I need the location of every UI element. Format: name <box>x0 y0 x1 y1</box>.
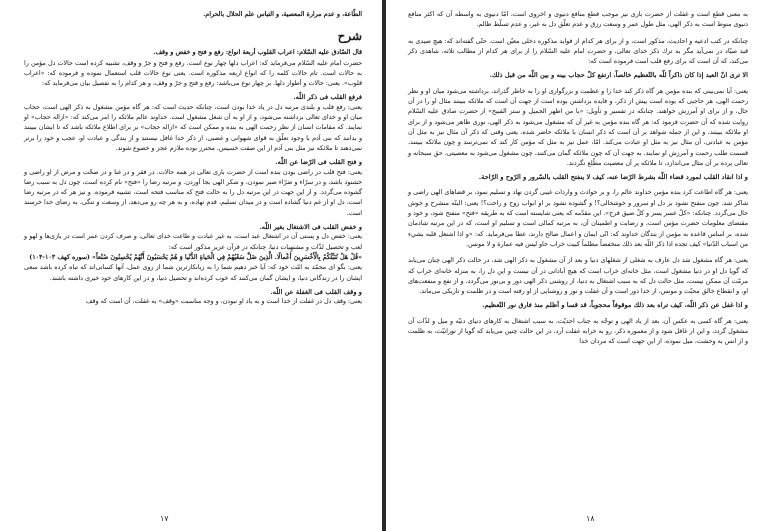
left-paragraph-5: يعنى: بگو اى محمّد به امّت خود كه: آيا خبر دهيم شما را به زيانكارترين شما از روى عمل، آنها كسانى‌اند كه تباه كرده باشد سعى ايشان را در زندگانى دنيا، و ايشان گمان مى‌كنند كه خوب كرده‌اند و تحصيل دنيا، و در اين كارهاى خود خيرى داشته باشند. <box>24 264 362 282</box>
right-paragraph-4: يعنى: هر گاه اطاعت كرد بنده مؤمن خداوند عالم را، و بر حوادث و واردات غيبى گردن نهاد و تسليم نمود، بر قضاهاى الهى راضى و شاكر شد. چون منفتح نشود بر دل او سرور و خوشحالى؟! و گشوده نشود بر او ابواب روح و راحت؟! يعنى: البتّه منشرح و خوش حال مى‌گردد. چنانكه: «كلّ عسر يسر و كلّ ضيق فرج». اين مقدّمه كه يعنى شايسته است كه به طريقه «فتح» منفتح شود، و خود و مقتضاى معلومات حضرت مؤمن است، و رضايت و اطمينان آن، به مرتبه كمالى است و تسليم او است، كه در اين مرتبه شادمان شده، بر اساس قاعده به مؤمن از بندگان خداوند كه: انّى ايمان و اعمال صالح دارند، عطا مى‌فرمايد. كه: «و اذا اشتغل قلبه بشيء من اسباب الدّنيا» كيف تجده اذا ذكر اللّه بعد ذلك منخفضاً مظلماً كبيت خراب خاو ليس فيه عمارة و لا مونس. <box>408 189 748 248</box>
left-quote-raf: فرفع القلب فى ذكر اللّه. <box>293 93 362 102</box>
left-page <box>0 0 383 531</box>
right-page <box>386 0 768 531</box>
right-text-column <box>408 10 748 348</box>
left-text-column <box>24 10 362 307</box>
right-page-number: ۱۸ <box>586 514 595 523</box>
left-quote-khafd: و خفض القلب فى الاشتغال بغير اللّه. <box>259 223 362 232</box>
right-quote-2: و اذا انقاد القلب لمورد قضاء اللّه بشرط الرّضا عنه، كيف لا ينفتح القلب بالسّرور و الرّوح و الرّاحة. <box>478 173 748 182</box>
left-paragraph-6: يعنى: وقف دل در غفلت از خدا است و به ياد او نبودن، و وجه مناسبت «وقف» به غفلت، آن است كه وقف <box>86 298 362 306</box>
right-paragraph-5: يعنى: هر گاه مشغول شد دل عارف به شغلى از شغلهاى دنيا و بعد از آن مشغول به ذكر الهى شد، در حالت ذكر الهى چنان مى‌يابد كه گويا دل او در دنيا مشغول است، مثل خانه‌اى خراب است كه هيچ آبادانى در آن نيست و اين دل را، به منزله خانه‌اى خراب كه مرمّت آن ممكن نيست، مثل حالت دل كه به سبب اشتغال به دنيا، از روشنى ذكر الهى دور و بى‌نور مى‌گردد، و از نفع و منفعت‌هاى او، و انقطاع خالق محبّت و مونس، از خدا دور است و آن غفلت و نور و روشنايى از او رفته است و در ظلمت و تاريكى مى‌ماند. <box>408 257 748 296</box>
left-paragraph-2: يعنى: رفع قلب و بلندى مرتبه دل در ياد خدا بودن است، چنانكه حديث است كه: هر گاه مؤمن مشغول به ذكر الهى است، حجاب ميان او و خداى تعالى برداشته مى‌شود، و از او به آن شغل مشغول است. خداوند عالم ملائكه را امر مى‌كند كه: «ازاله حجاب» او نمايند. كه مقامات انسان از نظر رحمت الهى به بنده و ممكن است كه «ازاله حجاب» بر براى اطلاع ملائكه باشد كه تا ايشان ببينند و بدانند كه بنى آدم با وجود تعلّق به قواى شهوانى و غضبى، از ذكر خدا غافل نيستند و از بندگى و عبادت او، عجب و خود را برتر نمى‌دهند تا ملائكه نيز مثل بنى آدم از اين صفت خسيس، محترز بوده ملازم عجز و خضوع شوند. <box>24 103 362 152</box>
right-paragraph-1: به معنى قطع است و غفلت از حضرت بارى نيز موجب قطع منافع دنيوى و اخروى است، امّا دنيوى به واسطه آن كه اكثر منافع دنيوى منوط است به ذكر الهى، مثل طول عمر و وسعت رزق و عدم تعلّق دل به غير، و عدم تسلّط ظالم. <box>408 11 748 29</box>
left-paragraph-1: حضرت امام عليه السّلام مى‌فرمايد كه: اعراب دلها چهار نوع است. رفع و فتح و جرّ و وقف، تشبيه كرده است حالات دل مؤمن را به حالات است. تام حالات كلمه را كه انواع اربعه مذكوره است. يعنى نوع حالات قلب استعمال نموده و فرموده كه: «اعراب قلوب». يعنى: حالات و أطوار دلها. بر چهار نوع مى‌باشد: رفع و فتح و جرّ و وقف، و هر كدام را به تفصيل بيان مى‌فرمايد كه: <box>24 59 362 88</box>
left-quote-waqf: و وقف القلب فى الغفلة عن اللّه. <box>270 287 362 296</box>
left-quote-fath: و فتح القلب فى الرّضا عن اللّه. <box>275 158 362 167</box>
section-title: شرح <box>337 29 362 44</box>
right-paragraph-3: يعنى: آيا نمى‌بينى كه بنده مؤمن هر گاه ذكر كند خدا را و عظمت و بزرگوارى او را به خاطر گذراند، برداشته مى‌شود ميان او و نظر رحمت الهى، هر حاجبى كه بوده است پيش از ذكر، و فايده برداشتن بوده است از جهت آن است كه ملائكه ببينند مثال او را در آن حال، و از براى او آمرزش خواهند. چنانكه در تفسير و تأويل: «يا من اظهر الجميل و ستر القبيح» از حضرت صادق عليه السّلام روايت شده كه آن حضرت فرمود كه: هر گاه بنده مؤمن به غير آن كه مشغول مى‌شود به ذكر الهى، نورى ظاهر مى‌شود و از براى او ملائكه ببينند، و اين از جمله شواهد بر آن است كه ذكر انسان با ملائكه حاضر شده، يعنى وقتى كه ذكر آن مثال نيز به مثل آن مؤمن به عبادتى، آن مثال نيز به مثل او عبادت مى‌كند. امّا، عمل نيز به مثل كه مؤمن كار كند كه نمى‌ترسد و چون ملائكه ببينند، قسمت طلب رحمت و آمرزش او نمايند. به جهت آن كه چون ملائكه گمان مى‌كنند، چون مشغول مى‌شود به معصيتى، حق سبحانه و تعالى پرده بر آن مثال مى‌اندازد، تا ملائكه پر آن معصيت مطّلع نگردند. <box>408 87 748 167</box>
right-paragraph-2: چنانكه در كتب ادعيه و احاديث، مذكور است، و از براى هر كدام از فوايد مذكوره دخلى معيّن است. حتّى گفته‌اند كه: هيچ صيدى به قيد صيّاد در نمى‌آيد مگر به ترك ذكر خداى تعالى، و حضرت امام عليه السّلام را از براى هر كدام از مطالب ثلاثه، شاهدى ذكر مى‌كند، كه آن است كه براى رفع قلب است فرموده است كه: <box>408 37 748 66</box>
left-page-number: ۱۷ <box>160 514 169 523</box>
left-paragraph-3: يعنى: فتح قلب در راضى بودن بنده است از حضرت بارى تعالى در همه حالات. در فقر و در غنا و در صحّت و مرض از او راضى و خشنود باشد، و در سرّاء و ضرّاء صبر نمودن، و شكر الهى بجا آوردن. و مرتبه رضا را «فتح» نام كرده است، چون دل به سبب رضا گشوده مى‌گردد. و از اين جهت در اين مرتبه دل را به حالت فتح كه مناسب فتحه است، تشبيه فرموده. و نيز هر كه در مرتبه رضا است، دل او از غم دنيا گشاده است و در ميدان تسليم، قدم نهاده، و به هر چه رو مى‌دهد، از وسعت و تنگى، به رضاى خدا خرسند است. <box>24 168 362 217</box>
quran-verse: «قُلْ هَلْ نُنَبِّئُكُمْ بِالْأَخْسَرِينَ أَعْمالًا. الَّذِينَ ضَلَّ سَعْيُهُمْ فِي الْحَياةِ الدُّنْيا وَ هُمْ يَحْسَبُونَ أَنَّهُمْ يُحْسِنُونَ صُنْعاً» (سوره كهف ۱۰۳-۱۰۴) <box>29 253 362 261</box>
left-intro-line: الطّاعة، و عدم مرارة المعصية، و التباس علم الحلال بالحرام. <box>203 11 362 18</box>
right-quote-3: و اذا غفل عن ذكر اللّه، كيف تراه بعد ذلك موقوفاً محجوباً، قد قسا و أظلم منذ فارق نور التّعظيم. <box>482 301 748 310</box>
left-paragraph-4: يعنى: خفض دل و پستى آن در اشتغال عبد است، به غير عبادت و طاعت خداى تعالى، و صرف كردن عمر است در بازى‌ها و لهو و لعب و تحصيل لذّات و مشتهيات دنيا، چنانكه در قرآن عزيز مذكور است كه: <box>24 233 362 251</box>
hadith-text: قال الصّادق عليه السّلام: اعراب القلوب أربعة انواع: رفع و فتح و خفض و وقف. <box>153 49 362 57</box>
right-paragraph-6: يعنى: هر گاه كسى به عكس آن، بعد از ياد الهى و توجّه به جناب احديّت، به سبب اشتغال به كارهاى دنياى دنيّه و ميل و لذّات آن مشغول گردد، و اين از غافل شود و از معموره ذكر، رو به خرابه غفلت آرد، در اين حالت چنين مى‌يابد كه گويا از نورانيّت، به ظلمت و از انس به وحشت، ميل نموده، از اين جهت است كه مردان خدا <box>408 317 748 346</box>
right-quote-1: الا ترى انّ العبد إذا كان ذاكراً للّه بالتّعظيم خالصاً، ارتفع كلّ حجاب بينه و بين اللّه من قبل ذلك. <box>489 71 748 80</box>
